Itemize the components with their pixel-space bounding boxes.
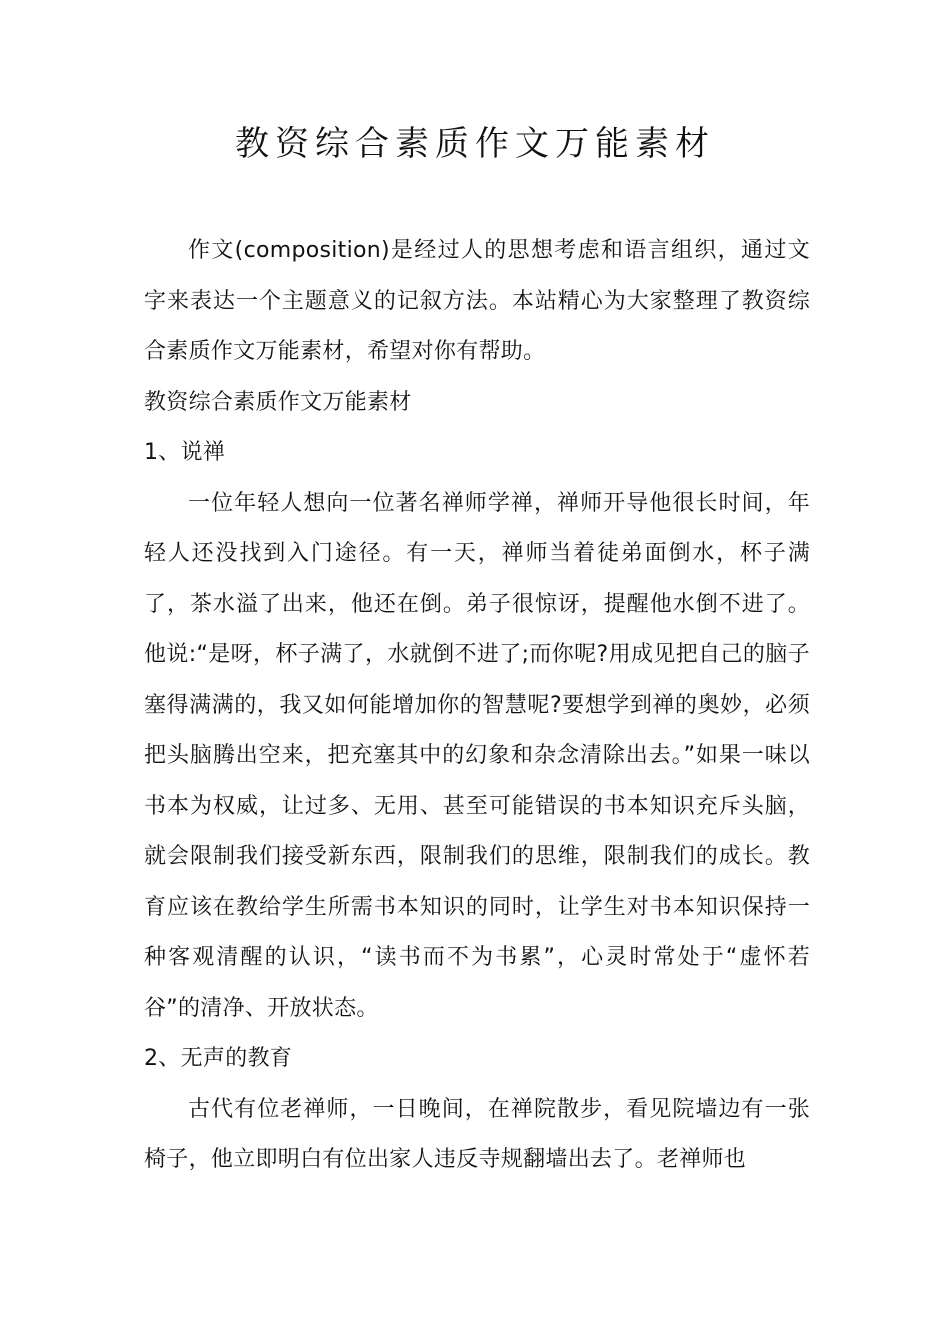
subtitle: 教资综合素质作文万能素材 [144,389,412,415]
section-paragraph-1: 一位年轻人想向一位著名禅师学禅，禅师开导他很长时间，年轻人还没找到入门途径。有一天，禅师当着徒弟面倒水，杯子满了，茶水溢了出来，他还在倒。弟子很惊讶，提醒他水倒不进了。他说:“是呀，杯子满了，水就倒不进了;而你呢?用成见把自己的脑子塞得满满的，我又如何能增加你的智慧呢?要想学到禅的奥妙，必须把头脑腾出空来，把充塞其中的幻象和杂念清除出去。”如果一味以书本为权威，让过多、无用、甚至可能错误的书本知识充斥头脑，就会限制我们接受新东西，限制我们的思维，限制我们的成长。教育应该在教给学生所需书本知识的同时，让学生对书本知识保持一种客观清醒的认识，“读书而不为书累”，心灵时常处于“虚怀若谷”的清净、开放状态。 [144,490,810,1021]
section-heading-1: 1、说禅 [144,440,226,465]
intro-paragraph: 作文(composition)是经过人的思想考虑和语言组织，通过文字来表达一个主题意义的记叙方法。本站精心为大家整理了教资综合素质作文万能素材，希望对你有帮助。 [144,238,810,364]
section-paragraph-2: 古代有位老禅师，一日晚间，在禅院散步，看见院墙边有一张椅子，他立即明白有位出家人违反寺规翻墙出去了。老禅师也 [144,1096,810,1172]
section-heading-2: 2、无声的教育 [144,1046,293,1071]
document-body [144,226,810,1186]
document-title: 教资综合素质作文万能素材 [235,124,715,164]
